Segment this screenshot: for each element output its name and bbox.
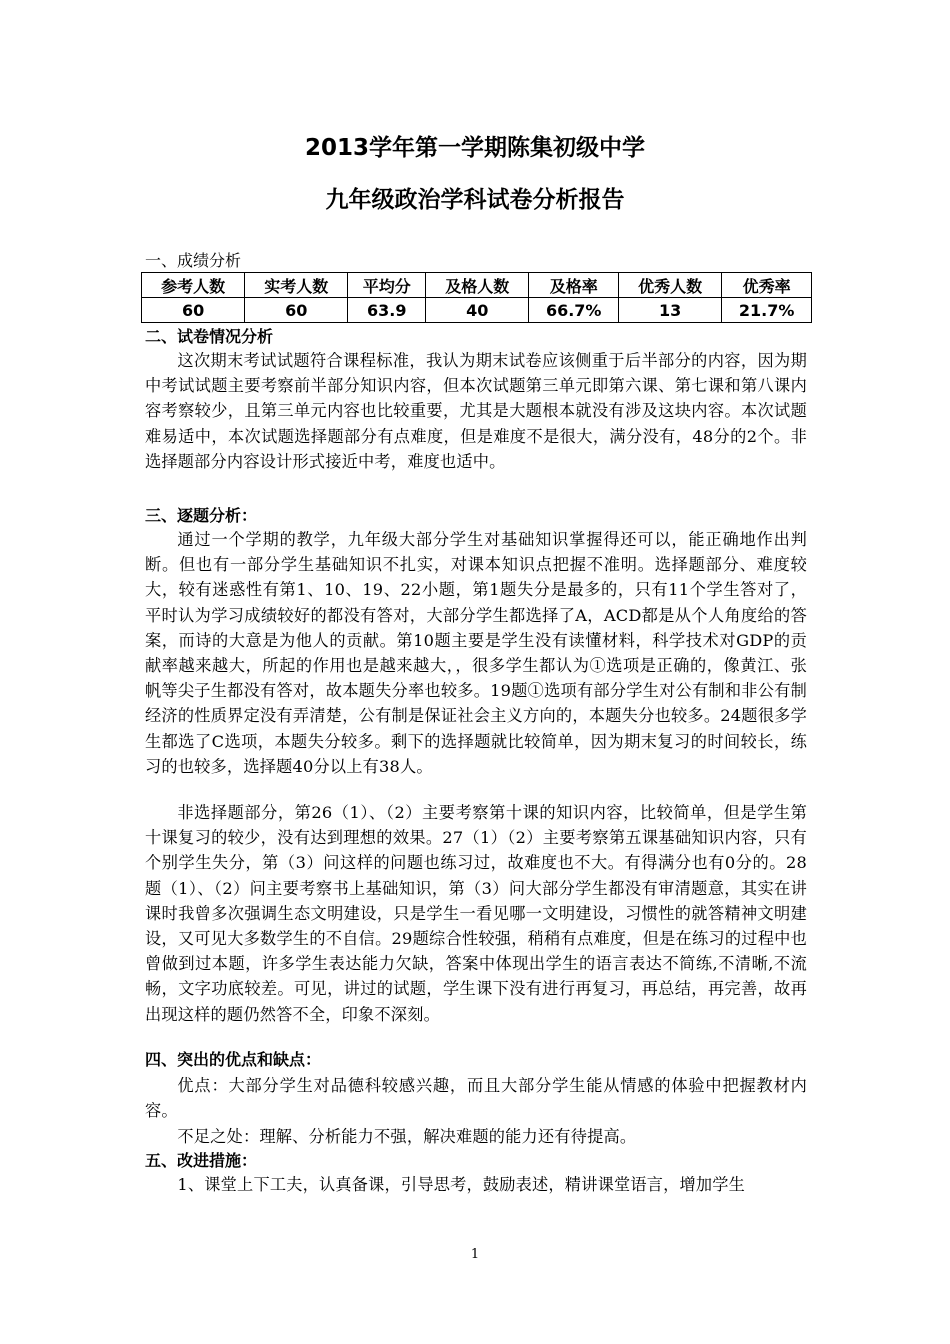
question-analysis-paragraph-1: 通过一个学期的教学，九年级大部分学生对基础知识掌握得还可以，能正确地作出判断。但也有一部分学生基础知识不扎实，对课本知识点把握不准明。选择题部分、难度较大，较有迷惑性有第1、10、19、22小题，第1题失分是最多的，只有11个学生答对了，平时认为学习成绩较好的都没有答对，大部分学生都选择了A，ACD都是从个人角度给的答案，而诗的大意是为他人的贡献。第10题主要是学生没有读懂材料，科学技术对GDP的贡献率越来越大，所起的作用也是越来越大，，很多学生都认为①选项是正确的，像黄江、张帆等尖子生都没有答对，故本题失分率也较多。19题①选项有部分学生对公有制和非公有制经济的性质界定没有弄清楚，公有制是保证社会主义方向的，本题失分也较多。24题很多学生都选了C选项，本题失分较多。剩下的选择题就比较简单，因为期末复习的时间较长，练习的也较多，选择题40分以上有38人。 bbox=[145, 530, 807, 776]
value-cell: 13 bbox=[619, 298, 722, 323]
value-cell: 60 bbox=[245, 298, 348, 323]
value-cell: 66.7% bbox=[529, 298, 619, 323]
header-cell: 及格人数 bbox=[426, 273, 529, 298]
weaknesses-paragraph: 不足之处：理解、分析能力不强，解决难题的能力还有待提高。 bbox=[177, 1127, 637, 1146]
value-cell: 40 bbox=[426, 298, 529, 323]
section-heading-improvements: 五、改进措施： bbox=[145, 1151, 258, 1170]
score-table bbox=[141, 272, 812, 323]
header-cell: 优秀人数 bbox=[619, 273, 722, 298]
improvements-paragraph-1: 1、课堂上下工夫，认真备课，引导思考，鼓励表述，精讲课堂语言，增加学生 bbox=[177, 1175, 746, 1194]
section-heading-question-analysis: 三、逐题分析： bbox=[145, 506, 258, 525]
section-heading-paper-analysis: 二、试卷情况分析 bbox=[145, 327, 274, 346]
section-heading-score-analysis: 一、成绩分析 bbox=[145, 251, 242, 270]
header-cell: 优秀率 bbox=[722, 273, 812, 298]
value-cell: 63.9 bbox=[348, 298, 426, 323]
report-title-line2: 九年级政治学科试卷分析报告 bbox=[325, 187, 625, 213]
value-cell: 21.7% bbox=[722, 298, 812, 323]
value-cell: 60 bbox=[142, 298, 245, 323]
report-title-line1: 2013学年第一学期陈集初级中学 bbox=[304, 135, 645, 161]
paper-analysis-paragraph: 这次期末考试试题符合课程标准，我认为期末试卷应该侧重于后半部分的内容，因为期中考试试题主要考察前半部分知识内容，但本次试题第三单元即第六课、第七课和第八课内容考察较少，且第三单元内容也比较重要，尤其是大题根本就没有涉及这块内容。本次试题难易适中，本次试题选择题部分有点难度，但是难度不是很大，满分没有，48分的2个。非选择题部分内容设计形式接近中考，难度也适中。 bbox=[145, 351, 807, 471]
header-cell: 及格率 bbox=[529, 273, 619, 298]
header-cell: 实考人数 bbox=[245, 273, 348, 298]
section-heading-strengths-weaknesses: 四、突出的优点和缺点： bbox=[145, 1050, 322, 1069]
header-cell: 平均分 bbox=[348, 273, 426, 298]
score-table-value-row bbox=[142, 298, 812, 323]
page-number: 1 bbox=[470, 1247, 480, 1262]
score-table-header-row bbox=[142, 273, 812, 298]
header-cell: 参考人数 bbox=[142, 273, 245, 298]
question-analysis-paragraph-2: 非选择题部分，第26（1）、（2）主要考察第十课的知识内容，比较简单，但是学生第十课复习的较少，没有达到理想的效果。27（1）（2）主要考察第五课基础知识内容，只有个别学生失分，第（3）问这样的问题也练习过，故难度也不大。有得满分也有0分的。28题（1）、（2）问主要考察书上基础知识，第（3）问大部分学生都没有审清题意，其实在讲课时我曾多次强调生态文明建设，只是学生一看见哪一文明建设，习惯性的就答精神文明建设，又可见大多数学生的不自信。29题综合性较强，稍稍有点难度，但是在练习的过程中也曾做到过本题，许多学生表达能力欠缺，答案中体现出学生的语言表达不简练,不清晰,不流畅，文字功底较差。可见，讲过的试题，学生课下没有进行再复习，再总结，再完善，故再出现这样的题仍然答不全，印象不深刻。 bbox=[145, 803, 807, 1024]
strengths-paragraph: 优点：大部分学生对品德科较感兴趣，而且大部分学生能从情感的体验中把握教材内容。 bbox=[145, 1076, 807, 1121]
